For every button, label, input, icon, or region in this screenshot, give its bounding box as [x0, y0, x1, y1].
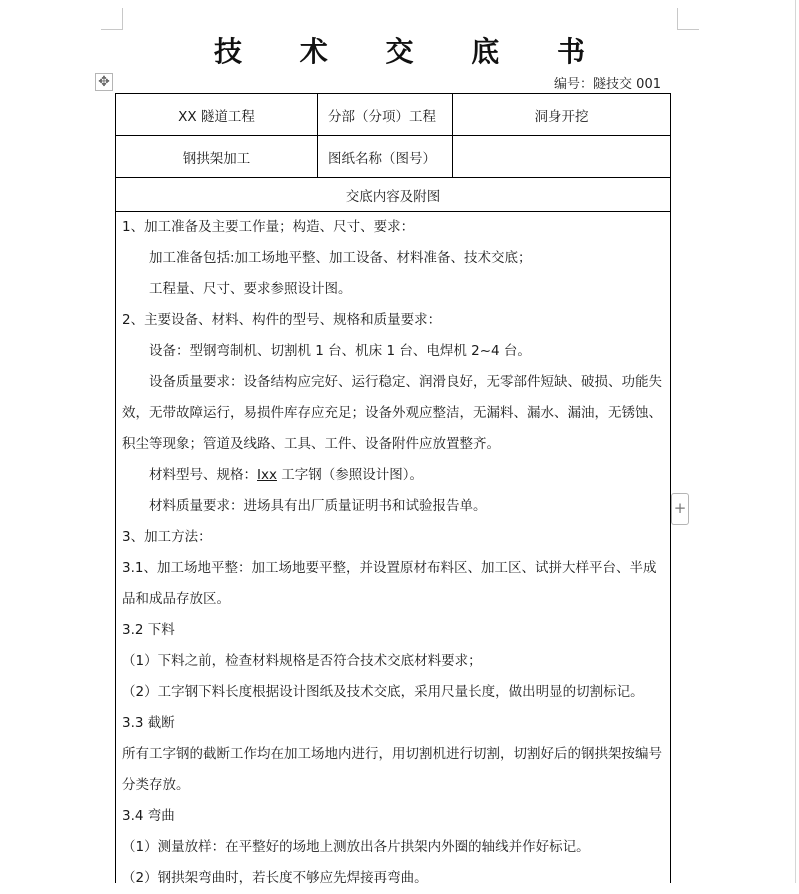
table-row [116, 136, 670, 178]
paragraph: 加工准备包括:加工场地平整、加工设备、材料准备、技术交底； [149, 250, 532, 266]
page-edge [795, 0, 796, 883]
paragraph: 设备：型钢弯制机、切割机 1 台、机床 1 台、电焊机 2~4 台。 [149, 343, 531, 359]
work-item-cell[interactable]: 钢拱架加工 [116, 136, 318, 177]
drawing-label-cell[interactable]: 图纸名称（图号） [318, 136, 453, 177]
paragraph: （2）钢拱架弯曲时，若长度不够应先焊接再弯曲。 [122, 870, 428, 886]
content-header-cell[interactable]: 交底内容及附图 [116, 178, 670, 212]
paragraph: 设备质量要求：设备结构应完好、运行稳定、润滑良好，无零部件短缺、破损、功能失效，无带故障运行，易损件库存应充足；设备外观应整洁，无漏料、漏水、漏油，无锈蚀、积尘等现象；管道及线路、工具、工件、设备附件应放置整齐。 [122, 374, 662, 452]
paragraph: 3、加工方法： [122, 529, 212, 545]
content-body-cell[interactable] [116, 212, 670, 894]
text-run: 材料型号、规格： [149, 467, 257, 483]
underlined-spec: Ixx [257, 467, 277, 483]
paragraph: 3.1、加工场地平整：加工场地要平整，并设置原材布料区、加工区、试拼大样平台、半成品和成品存放区。 [122, 560, 657, 607]
document-number: 编号：隧技交 001 [554, 77, 661, 92]
disclosure-table [115, 93, 671, 886]
paragraph: （1）测量放样：在平整好的场地上测放出各片拱架内外圈的轴线并作好标记。 [122, 839, 590, 855]
paragraph: 3.2 下料 [122, 622, 175, 638]
project-name-cell[interactable]: XX 隧道工程 [116, 94, 318, 135]
section-label-cell[interactable]: 分部（分项）工程 [318, 94, 453, 135]
paragraph: （1）下料之前，检查材料规格是否符合技术交底材料要求； [122, 653, 482, 669]
add-column-button[interactable]: + [671, 493, 689, 525]
paragraph: 材料质量要求：进场具有出厂质量证明书和试验报告单。 [149, 498, 487, 514]
section-value-cell[interactable]: 洞身开挖 [534, 108, 589, 125]
text-run: 工字钢（参照设计图）。 [276, 467, 424, 483]
table-move-handle-icon[interactable]: ✥ [95, 73, 113, 91]
paragraph: 所有工字钢的截断工作均在加工场地内进行，用切割机进行切割，切割好后的钢拱架按编号分类存放。 [122, 746, 662, 793]
page-corner-mark-right [677, 8, 699, 30]
paragraph: （2）工字钢下料长度根据设计图纸及技术交底，采用尺量长度，做出明显的切割标记。 [122, 684, 644, 700]
paragraph: 2、主要设备、材料、构件的型号、规格和质量要求： [122, 312, 442, 328]
drawing-value-cell[interactable] [453, 136, 670, 177]
table-row [116, 94, 670, 136]
paragraph: 1、加工准备及主要工作量；构造、尺寸、要求： [122, 219, 415, 235]
paragraph: 3.3 截断 [122, 715, 175, 731]
paragraph: 3.4 弯曲 [122, 808, 175, 824]
page-corner-mark-left [101, 8, 123, 30]
paragraph: 工程量、尺寸、要求参照设计图。 [149, 281, 352, 297]
paragraph [122, 460, 663, 491]
document-title: 技 术 交 底 书 [214, 35, 609, 68]
